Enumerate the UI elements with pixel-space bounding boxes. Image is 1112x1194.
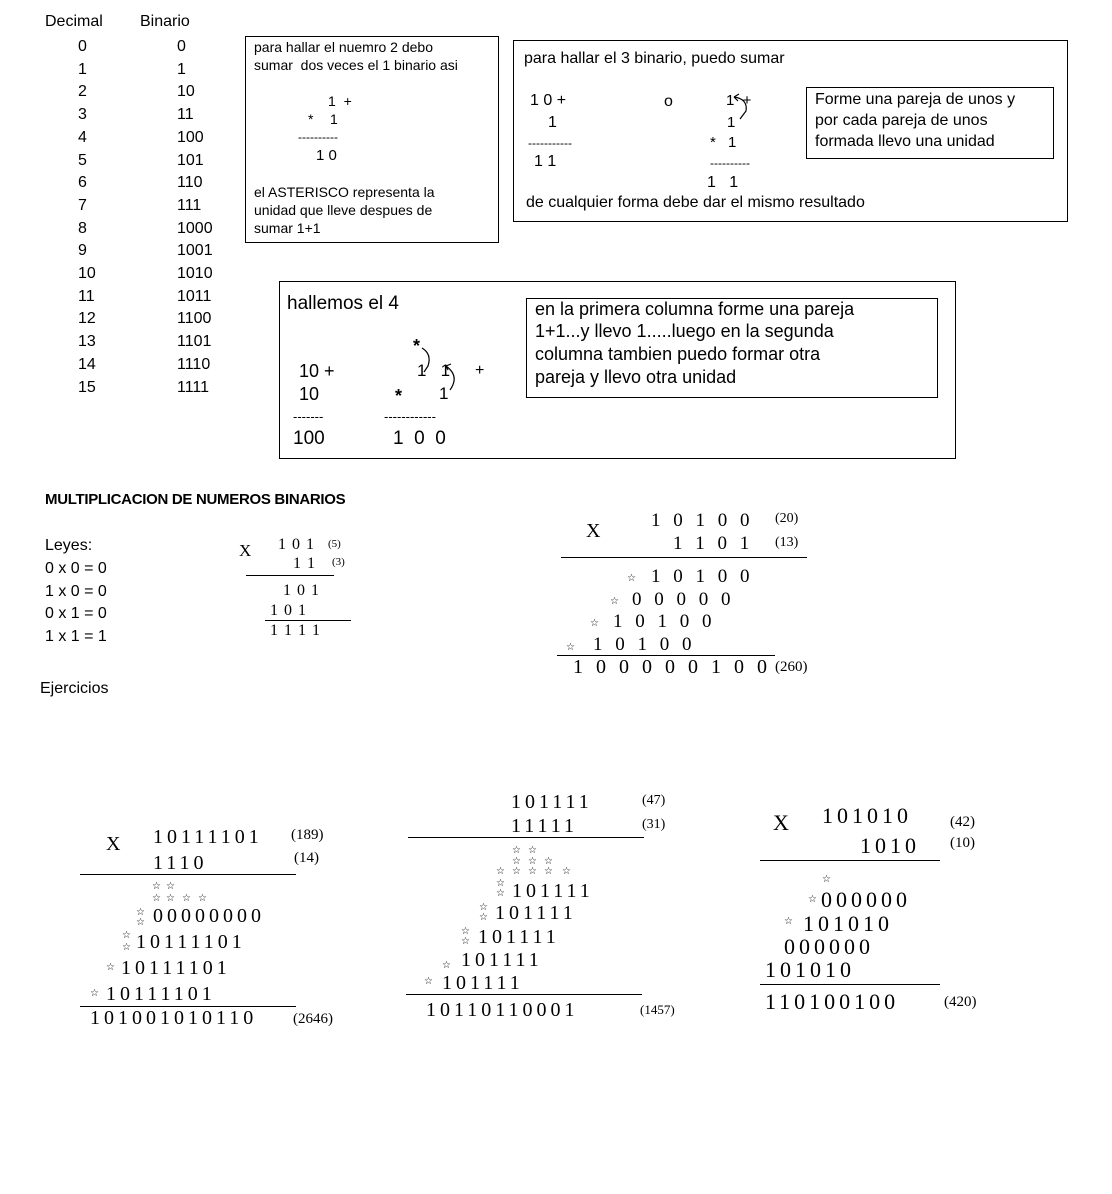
- carry-star-icon: ☆: [90, 988, 99, 999]
- binary-value: 0: [177, 38, 186, 55]
- carry-star-icon: ☆: [136, 907, 145, 918]
- decimal-value: 13: [78, 333, 96, 351]
- carry-arrows-icon: [410, 340, 470, 400]
- carry-star-icon: ☆: [808, 894, 817, 905]
- multiply-sign: X: [239, 541, 252, 560]
- sum-operand: 1: [548, 114, 557, 131]
- carry-star-icon: ☆: [152, 893, 161, 904]
- partial-product: 101010: [803, 911, 893, 936]
- multiplier: 1110: [153, 852, 208, 874]
- decimal-value: 12: [78, 310, 96, 328]
- sum-operand: 1 0 +: [530, 92, 567, 109]
- multiplication-heading: MULTIPLICACION DE NUMEROS BINARIOS: [45, 491, 346, 508]
- box-binary-two: [245, 36, 499, 243]
- sum-operand: 1 +: [328, 93, 352, 109]
- carry-asterisk: *: [413, 336, 421, 356]
- explanation-line: columna tambien puedo formar otra: [535, 344, 821, 364]
- box-two-text: para hallar el nuemro 2 debo: [254, 39, 434, 55]
- multiplicand: 1 0 1: [278, 536, 315, 553]
- explanation-line: Forme una pareja de unos y: [815, 91, 1016, 108]
- explanation-line: pareja y llevo otra unidad: [535, 367, 737, 387]
- decimal-value: 6: [78, 174, 87, 192]
- decimal-label: (2646): [293, 1011, 333, 1027]
- explanation-line: por cada pareja de unos: [815, 112, 988, 129]
- partial-product: 101111: [442, 972, 524, 994]
- law-item: 1 x 0 = 0: [45, 583, 107, 600]
- carry-star-icon: ☆: [136, 917, 145, 928]
- law-item: 0 x 0 = 0: [45, 560, 107, 577]
- binary-value: 1101: [177, 333, 212, 351]
- multiply-sign: X: [106, 833, 121, 855]
- multiplier: 1010: [860, 833, 920, 858]
- binary-value: 101: [177, 151, 204, 169]
- binary-value: 11: [177, 106, 194, 124]
- decimal-value: 14: [78, 355, 96, 373]
- product-rule: [246, 575, 334, 576]
- decimal-label: (14): [294, 850, 319, 866]
- partial-product: 0 0 0 0 0: [632, 589, 735, 610]
- box-two-note: el ASTERISCO representa la: [254, 184, 435, 200]
- decimal-label: (20): [775, 511, 799, 526]
- decimal-value: 2: [78, 83, 87, 101]
- carry-star-icon: ☆: [461, 936, 470, 947]
- carry-star-icon: ☆: [512, 845, 521, 856]
- carry-star-icon: ☆: [122, 942, 131, 953]
- carry-star-icon: ☆: [424, 976, 433, 987]
- carry-star-icon: ☆: [198, 893, 207, 904]
- sum-operand: 10: [299, 384, 320, 404]
- sum-operand: 1: [728, 134, 737, 151]
- partial-product: 101111: [461, 949, 543, 971]
- carry-star-icon: ☆: [496, 878, 505, 889]
- decimal-label: (10): [950, 835, 975, 851]
- carry-star-icon: ☆: [479, 902, 488, 913]
- product-rule: [561, 557, 807, 558]
- box-four-title: hallemos el 4: [287, 293, 399, 314]
- product-rule: [408, 837, 644, 838]
- multiplicand: 10111101: [153, 826, 263, 848]
- header-decimal: Decimal: [45, 13, 103, 30]
- partial-product: 1 0 1 0 0: [593, 634, 696, 655]
- sum-result: 100: [293, 428, 325, 449]
- carry-star-icon: ☆: [566, 642, 575, 653]
- binary-value: 1001: [177, 242, 213, 260]
- product-result: 101001010110: [90, 1007, 258, 1029]
- multiplicand: 1 0 1 0 0: [651, 510, 754, 531]
- carry-star-icon: ☆: [512, 866, 521, 877]
- sum-operand: 1 1: [417, 361, 451, 380]
- box-binary-four: [279, 281, 956, 459]
- sum-operand: 1: [330, 111, 338, 127]
- carry-star-icon: ☆: [610, 596, 619, 607]
- carry-star-icon: ☆: [496, 866, 505, 877]
- binary-value: 10: [177, 83, 195, 101]
- carry-star-icon: ☆: [106, 962, 115, 973]
- product-rule: [760, 984, 940, 985]
- decimal-label: (420): [944, 994, 977, 1010]
- binary-value: 100: [177, 128, 204, 146]
- sum-result: 1 1: [534, 153, 557, 170]
- carry-asterisk: *: [710, 134, 716, 151]
- decimal-value: 10: [78, 265, 96, 282]
- multiplicand: 101111: [511, 791, 593, 813]
- binary-value: 111: [177, 196, 202, 214]
- decimal-label: (189): [291, 827, 324, 843]
- decimal-value: 0: [78, 38, 87, 55]
- sum-rule: ------------: [384, 409, 436, 424]
- sum-result: 1 1: [707, 174, 739, 191]
- partial-product: 1 0 1: [283, 582, 320, 599]
- binary-value: 1: [177, 60, 186, 78]
- box-two-note: unidad que lleve despues de: [254, 202, 433, 218]
- carry-star-icon: ☆: [784, 916, 793, 927]
- partial-product: 1 0 1 0 0: [651, 566, 754, 587]
- decimal-label: (5): [328, 538, 341, 550]
- sum-result: 1 0: [316, 147, 337, 164]
- multiply-sign: X: [586, 520, 601, 542]
- carry-star-icon: ☆: [461, 926, 470, 937]
- binary-value: 110: [177, 174, 203, 192]
- decimal-value: 5: [78, 151, 87, 169]
- decimal-label: (1457): [640, 1002, 675, 1017]
- partial-product: 10111101: [136, 931, 246, 953]
- box-three-explanation: [806, 87, 1054, 159]
- multiplier: 11111: [511, 815, 579, 837]
- carry-star-icon: ☆: [544, 856, 553, 867]
- sum-result: 1 0 0: [393, 428, 446, 449]
- product-rule: [760, 860, 940, 861]
- box-binary-three: [513, 40, 1068, 222]
- carry-star-icon: ☆: [442, 960, 451, 971]
- decimal-label: (13): [775, 535, 799, 550]
- carry-star-icon: ☆: [528, 856, 537, 867]
- carry-star-icon: ☆: [512, 856, 521, 867]
- carry-star-icon: ☆: [562, 866, 571, 877]
- multiply-sign: X: [773, 810, 789, 835]
- sum-rule: ----------: [710, 156, 750, 170]
- binary-value: 1000: [177, 219, 213, 237]
- carry-star-icon: ☆: [544, 866, 553, 877]
- product-result: 1 0 0 0 0 0 1 0 0: [573, 656, 771, 678]
- decimal-label: (42): [950, 814, 975, 830]
- partial-product: 101111: [495, 902, 577, 924]
- box-three-title: para hallar el 3 binario, puedo sumar: [524, 50, 785, 67]
- partial-product: 101010: [765, 957, 855, 982]
- explanation-line: 1+1...y llevo 1.....luego en la segunda: [535, 321, 834, 341]
- carry-star-icon: ☆: [528, 845, 537, 856]
- decimal-value: 1: [78, 60, 87, 78]
- carry-star-icon: ☆: [122, 930, 131, 941]
- decimal-value: 3: [78, 106, 87, 124]
- carry-star-icon: ☆: [166, 881, 175, 892]
- binary-value: 1111: [177, 378, 210, 396]
- decimal-value: 9: [78, 242, 87, 260]
- decimal-value: 7: [78, 196, 87, 214]
- carry-star-icon: ☆: [182, 893, 191, 904]
- carry-asterisk: *: [395, 386, 403, 406]
- partial-product: 00000000: [153, 905, 265, 927]
- decimal-value: 4: [78, 128, 87, 146]
- binary-value: 1011: [177, 287, 212, 305]
- multiplicand: 101010: [822, 803, 912, 828]
- carry-star-icon: ☆: [528, 866, 537, 877]
- carry-star-icon: ☆: [479, 912, 488, 923]
- carry-star-icon: ☆: [496, 888, 505, 899]
- sum-operand: 10 +: [299, 361, 335, 381]
- explanation-line: formada llevo una unidad: [815, 133, 995, 150]
- sum-rule: ----------: [298, 130, 338, 144]
- sum-rule: -----------: [528, 136, 572, 150]
- sum-rule: -------: [293, 409, 324, 424]
- decimal-label: (31): [642, 817, 666, 832]
- exercises-label: Ejercicios: [40, 680, 109, 697]
- decimal-label: (3): [332, 556, 345, 568]
- law-item: 1 x 1 = 1: [45, 628, 107, 645]
- sum-operand: 1 +: [726, 92, 752, 109]
- binary-value: 1010: [177, 265, 213, 282]
- carry-star-icon: ☆: [166, 893, 175, 904]
- binary-value: 1110: [177, 355, 211, 373]
- carry-star-icon: ☆: [627, 573, 636, 584]
- box-four-explanation: [526, 298, 938, 398]
- partial-product: 10111101: [106, 983, 216, 1005]
- partial-product: 10111101: [121, 957, 231, 979]
- product-result: 110100100: [765, 989, 900, 1014]
- sum-operand: 1: [439, 384, 449, 403]
- law-item: 0 x 1 = 0: [45, 605, 107, 622]
- decimal-value: 15: [78, 378, 96, 396]
- partial-product: 000000: [821, 887, 911, 912]
- decimal-value: 8: [78, 219, 87, 237]
- box-three-footer: de cualquier forma debe dar el mismo resultado: [526, 194, 865, 211]
- partial-product: 000000: [784, 934, 874, 959]
- product-rule: [406, 994, 642, 995]
- decimal-value: 11: [78, 287, 95, 305]
- sum-operand: 1: [727, 114, 736, 131]
- carry-star-icon: ☆: [822, 874, 831, 885]
- decimal-label: (260): [775, 659, 808, 675]
- multiplier: 1 1: [293, 555, 316, 572]
- carry-star-icon: ☆: [152, 881, 161, 892]
- partial-product: 1 0 1 0 0: [613, 611, 716, 632]
- partial-product: 1 0 1: [270, 602, 307, 619]
- plus-sign: +: [475, 362, 485, 379]
- decimal-label: (47): [642, 793, 666, 808]
- product-rule: [265, 620, 351, 621]
- box-two-note: sumar 1+1: [254, 220, 321, 236]
- or-label: o: [664, 93, 673, 110]
- multiplier: 1 1 0 1: [673, 533, 754, 554]
- carry-asterisk: *: [308, 111, 314, 127]
- laws-title: Leyes:: [45, 537, 93, 554]
- header-binary: Binario: [140, 13, 190, 30]
- binary-value: 1100: [177, 310, 212, 328]
- box-two-text: sumar dos veces el 1 binario asi: [254, 57, 458, 73]
- explanation-line: en la primera columna forme una pareja: [535, 299, 855, 319]
- product-rule: [80, 874, 296, 875]
- carry-arrow-icon: [724, 91, 764, 131]
- partial-product: 101111: [512, 880, 594, 902]
- partial-product: 101111: [478, 926, 560, 948]
- carry-star-icon: ☆: [590, 618, 599, 629]
- product-result: 10110110001: [426, 999, 579, 1021]
- product-result: 1 1 1 1: [270, 622, 321, 639]
